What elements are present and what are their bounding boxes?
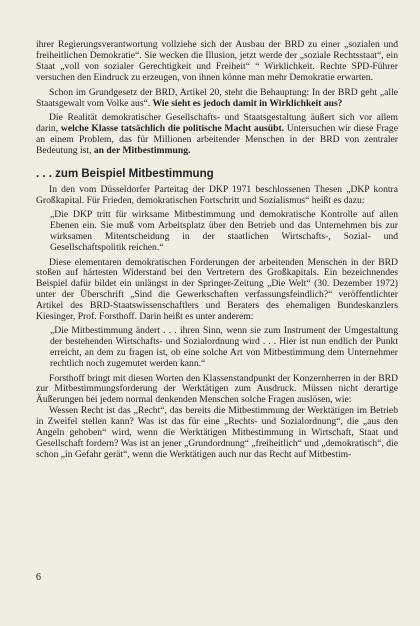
- paragraph-thesen: In den vom Düsseldorfer Parteitag der DKP 1971 beschlossenen Thesen „DKP kontra Großkapital. Für Frieden, demokratischen Fortschritt und Sozialismus“ heißt es dazu:: [36, 184, 398, 206]
- quote-dkp-text: „Die DKP tritt für wirksame Mitbestimmung und demokratische Kontrolle auf allen Ebenen ein. Sie muß vom Arbeitsplatz über den Betrieb und das Unternehmen bis zur wirksamen Mitentscheidung in der staatlichen Wirtschafts-, Sozial- und Gesellschaftspolitik reichen.“: [50, 208, 398, 253]
- paragraph-realitaet: [36, 113, 398, 157]
- paragraph-fragen: Wessen Recht ist das „Recht“, das bereits die Mitbestimmung der Werktätigen im Betrieb in Zweifel stellen kann? Was ist das für eine „Rechts- und Sozialordnung“, die „aus den Angeln gehoben“ wird, wenn die Werktätigen Mitbestimmung in Wirtschaft, Staat und Gesellschaft fordern? Was ist an jener „Grundordnung“ „freiheitlich“ und „demokratisch“, die schon „in Gefahr gerät“, wenn die Werktätigen auch nur das Recht auf Mitbestim-: [36, 405, 398, 460]
- paragraph-klassenstandpunkt: Forsthoff bringt mit diesen Worten den Klassenstandpunkt der Konzernherren in der BRD zur Mitbestimmungsforderung der Werktätigen zum Ausdruck. Müssen nicht derartige Äußerungen bei jedem normal denkenden Menschen solche Fragen auslösen, wie:: [36, 372, 398, 406]
- realitaet-text-2: Untersuchen wir diese Frage an einem Problem, das für Millionen arbeitender Menschen in der BRD von zentraler Bedeutung ist,: [36, 123, 398, 157]
- realitaet-emphasis-1: welche Klasse tatsächlich die politische Macht ausübt.: [58, 123, 285, 135]
- quote-forsthoff-text: „Die Mitbestimmung ändert . . . ihren Sinn, wenn sie zum Instrument der Umgestaltung der bestehenden Wirtschafts- und Sozialordnung wird . . . Hier ist nun endlich der Punkt erreicht, an dem zu fragen ist, ob eine solche Art von Mitbestimmung dem Unternehmer rechtlich noch zugemutet werden kann.“: [50, 324, 398, 369]
- page-number: 6: [36, 572, 41, 583]
- paragraph-grundgesetz: [36, 88, 398, 110]
- grundgesetz-question: Wie sieht es jedoch damit in Wirklichkeit aus?: [150, 97, 343, 109]
- paragraph-widerstand: Diese elementaren demokratischen Forderungen der arbeitenden Menschen in der BRD stoßen auf härtesten Widerstand bei den Vertretern des Großkapitals. Ein bezeichnendes Beispiel dafür bildet ein unlängst in der Springer-Zeitung „Die Welt“ (30. Dezember 1972) unter der Überschrift „Sind die Gewerkschaften verfassungsfeindlich?“ veröffentlichter Artikel des BRD-Staatswissenschaftlers und Beraters des ehemaligen Bundeskanzlers Kiesinger, Prof. Forsthoff. Darin heißt es unter anderem:: [36, 256, 398, 323]
- paragraph-continuation: ihrer Regierungsverantwortung vollziehe sich der Ausbau der BRD zu einer „sozialen und freiheitlichen Demokratie“. Sie wecken die Illusion, jetzt werde der „soziale Rechtsstaat“, ein Staat „voll von sozialer Gerechtigkeit und Freiheit“ “ Wirklichkeit. Rechte SPD-Führer versuchen den Eindruck zu erzeugen, von ihnen könne man mehr Demokratie erwarten.: [36, 39, 398, 83]
- realitaet-text-1: Die Realität demokratischer Gesellschafts- und Staatsgestaltung äußert sich vor allem darin,: [36, 112, 398, 135]
- section-heading: . . . zum Beispiel Mitbestimmung: [36, 168, 214, 181]
- grundgesetz-text: Schon im Grundgesetz der BRD, Artikel 20, steht die Behauptung: In der BRD geht „alle Staatsgewalt vom Volke aus“.: [36, 86, 398, 109]
- quote-forsthoff: [50, 326, 398, 370]
- realitaet-emphasis-2: an der Mitbestimmung.: [91, 145, 191, 157]
- body-text: [36, 40, 398, 461]
- quote-dkp: [50, 210, 398, 254]
